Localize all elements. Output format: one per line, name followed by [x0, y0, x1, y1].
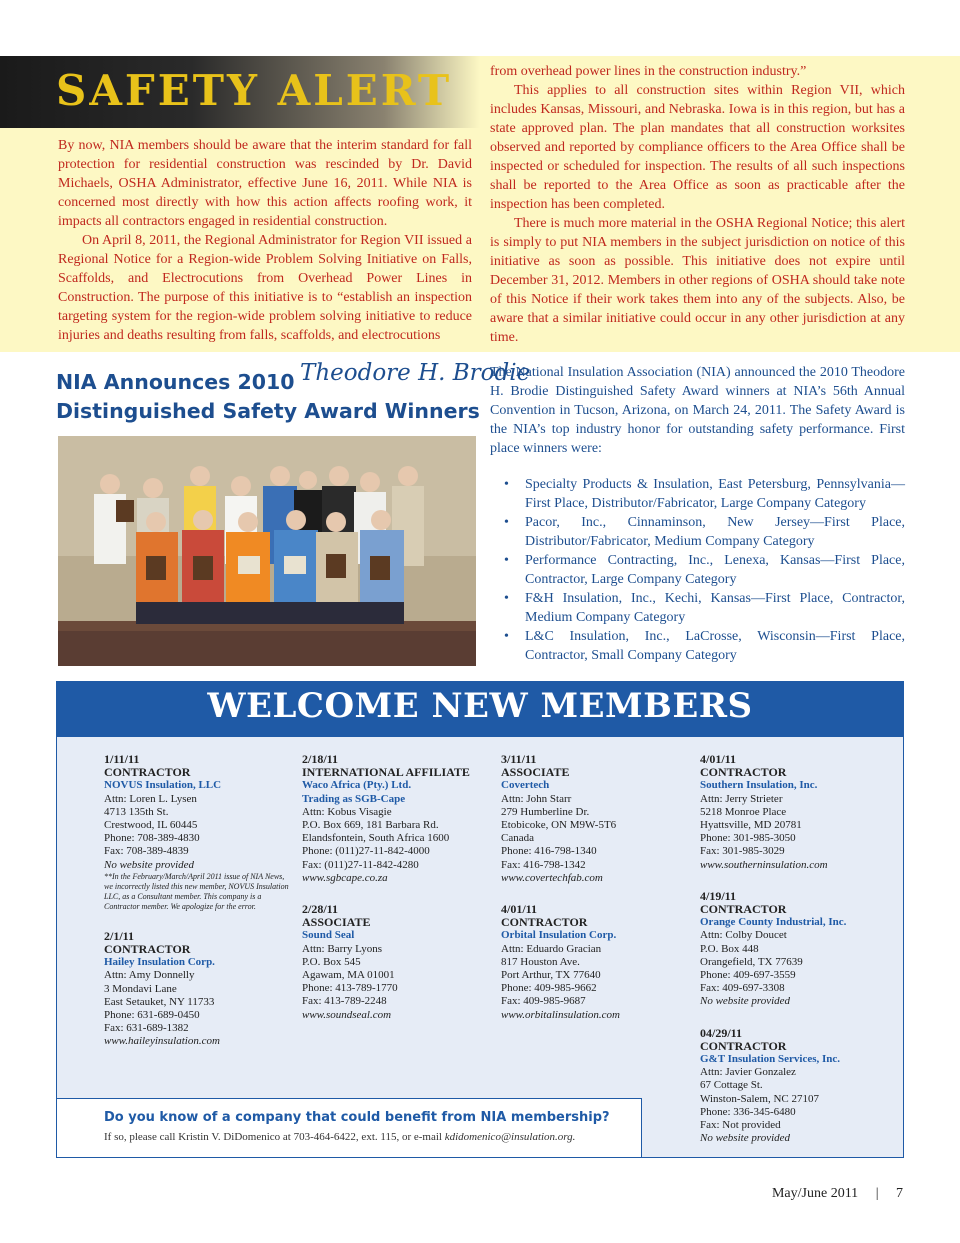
safety-alert-title: SAFETY ALERT: [56, 66, 453, 115]
member-detail: Fax: 301-985-3029: [700, 845, 785, 858]
list-item: [490, 475, 905, 513]
members-column-1: [104, 753, 294, 1067]
member-entry: [302, 753, 492, 885]
member-detail: 4713 135th St.: [104, 805, 169, 818]
member-detail: Fax: 708-389-4839: [104, 845, 189, 858]
member-category: CONTRACTOR: [700, 902, 787, 917]
member-detail: Crestwood, IL 60445: [104, 819, 198, 832]
member-detail: Attn: Javier Gonzalez: [700, 1066, 796, 1079]
member-detail: Attn: Kobus Visagie: [302, 805, 392, 818]
members-column-3: [501, 753, 691, 1040]
footer-separator: |: [875, 1186, 879, 1201]
referral-question: Do you know of a company that could benefit from NIA membership?: [104, 1110, 610, 1125]
member-company: Orbital Insulation Corp.: [501, 929, 617, 942]
bullet-icon: •: [504, 515, 509, 530]
member-detail: Attn: Colby Doucet: [700, 929, 787, 942]
member-date: 4/01/11: [700, 752, 737, 766]
alert-paragraph: On April 8, 2011, the Regional Administrator for Region VII issued a Regional Notice for a Region-wide Problem Solving Initiative on Falls, Scaffolds, and Electrocutions from Overhead Power Lines in Construction. The purpose of this initiative is to “establish an inspection targeting system for the region-wide problem solving initiative to reduce injuries and deaths resulting from falls, scaffolds, and electrocutions: [58, 233, 472, 343]
referral-callout-box: [56, 1098, 642, 1158]
award-heading-line1: NIA Announces 2010: [56, 370, 295, 394]
referral-email-link[interactable]: kdidomenico@insulation.org.: [444, 1131, 576, 1143]
group-photo-illustration: [58, 436, 476, 666]
member-company: Hailey Insulation Corp.: [104, 956, 215, 969]
member-detail: 279 Humberline Dr.: [501, 805, 590, 818]
member-entry: [700, 1027, 890, 1146]
member-detail: P.O. Box 669, 181 Barbara Rd.: [302, 819, 439, 832]
alert-paragraph: By now, NIA members should be aware that the interim standard for fall protection for residential construction was rescinded by Dr. David Michaels, OSHA Administrator, effective June 16, 2011. While NIA is concerned most directly with how this action affects roofing work, it impacts all contractors engaged in residential construction.: [58, 138, 472, 229]
member-detail: Fax: 631-689-1382: [104, 1022, 189, 1035]
bullet-icon: •: [504, 553, 509, 568]
winner-text: Pacor, Inc., Cinnaminson, New Jersey—First Place, Distributor/Fabricator, Medium Company Category: [525, 515, 905, 549]
member-detail: Phone: 409-697-3559: [700, 969, 796, 982]
referral-instructions: If so, please call Kristin V. DiDomenico at 703-464-6422, ext. 115, or e-mail: [104, 1131, 445, 1143]
member-detail: Attn: Amy Donnelly: [104, 969, 195, 982]
member-entry: [104, 753, 294, 912]
members-column-4: [700, 753, 890, 1163]
member-entry: [302, 903, 492, 1022]
member-detail: 5218 Monroe Place: [700, 805, 787, 818]
list-item: [490, 513, 905, 551]
bullet-icon: •: [504, 477, 509, 492]
page-footer: [772, 1186, 903, 1202]
brodie-signature: Theodore H. Brodie: [300, 360, 531, 386]
member-category: CONTRACTOR: [104, 942, 191, 957]
alert-paragraph: from overhead power lines in the construction industry.”: [490, 64, 807, 79]
member-detail: 817 Houston Ave.: [501, 955, 580, 968]
member-detail: Fax: 409-697-3308: [700, 982, 785, 995]
member-date: 2/28/11: [302, 902, 339, 917]
member-date: 1/11/11: [104, 752, 140, 766]
member-category: CONTRACTOR: [700, 1038, 787, 1053]
member-detail: P.O. Box 448: [700, 942, 759, 955]
member-detail: Hyattsville, MD 20781: [700, 819, 802, 832]
member-detail: Phone: 413-789-1770: [302, 982, 398, 995]
page-number: 7: [896, 1186, 903, 1201]
bullet-icon: •: [504, 591, 509, 606]
member-company: G&T Insulation Services, Inc.: [700, 1053, 841, 1066]
bullet-icon: •: [504, 629, 509, 644]
winner-text: L&C Insulation, Inc., LaCrosse, Wisconsin—First Place, Contractor, Small Company Category: [525, 629, 905, 663]
member-entry: [700, 890, 890, 1009]
member-detail: Phone: 301-985-3050: [700, 832, 796, 845]
award-winners-photo: [58, 436, 476, 666]
member-company: Orange County Industrial, Inc.: [700, 916, 847, 929]
member-date: 4/19/11: [700, 888, 737, 903]
member-date: 04/29/11: [700, 1025, 743, 1040]
member-entry: [700, 753, 890, 872]
member-category: ASSOCIATE: [501, 765, 570, 780]
member-company-trading-as: Trading as SGB-Cape: [302, 792, 406, 805]
member-date: 2/1/11: [104, 928, 135, 943]
member-detail: Winston-Salem, NC 27107: [700, 1092, 820, 1105]
member-website: www.sgbcape.co.za: [302, 871, 388, 884]
member-entry: [501, 903, 691, 1022]
member-date: 2/18/11: [302, 752, 339, 766]
member-detail: Agawam, MA 01001: [302, 969, 395, 982]
alert-paragraph: This applies to all construction sites within Region VII, which includes Kansas, Missouri, and Nebraska. Iowa is in this region, but has a state approved plan. The plan mandates that all construction worksites observed and reported by compliance officers to the Area Office shall be inspected or scheduled for inspection. The results of all such inspections shall be reported to the Area Office as soon as practicable after the inspection has been completed.: [490, 83, 905, 212]
member-detail: Fax: 416-798-1342: [501, 858, 586, 871]
member-detail: Etobicoke, ON M9W-5T6: [501, 819, 617, 832]
referral-text: [104, 1131, 575, 1143]
members-column-2: [302, 753, 492, 1040]
member-company: Sound Seal: [302, 929, 355, 942]
award-winners-list: [490, 475, 905, 665]
member-detail: Fax: 413-789-2248: [302, 995, 387, 1008]
list-item: [490, 627, 905, 665]
member-detail: East Setauket, NY 11733: [104, 995, 215, 1008]
member-detail: 67 Cottage St.: [700, 1079, 763, 1092]
member-category: ASSOCIATE: [302, 915, 371, 930]
member-detail: Phone: 336-345-6480: [700, 1105, 796, 1118]
award-heading-line2: Distinguished Safety Award Winners: [56, 399, 480, 423]
member-website: www.soundseal.com: [302, 1008, 392, 1021]
list-item: [490, 589, 905, 627]
winner-text: F&H Insulation, Inc., Kechi, Kansas—First Place, Contractor, Medium Company Category: [525, 591, 905, 625]
member-website: No website provided: [700, 1132, 791, 1145]
member-detail: Phone: 708-389-4830: [104, 832, 200, 845]
member-company: Covertech: [501, 779, 550, 792]
member-detail: Phone: 409-985-9662: [501, 982, 597, 995]
member-detail: Port Arthur, TX 77640: [501, 969, 601, 982]
alert-paragraph: There is much more material in the OSHA Regional Notice; this alert is simply to put NIA members in the subject jurisdiction on notice of this initiative as soon as possible. This initiative does not expire until December 31, 2012. Members in other regions of OSHA should take note of this Notice if their work takes them into any of the subjects. Also, be aware that a similar initiative could occur in any other jurisdiction at any time.: [490, 216, 905, 345]
member-date: 3/11/11: [501, 752, 537, 766]
member-website: www.southerninsulation.com: [700, 858, 828, 871]
member-detail: Attn: Jerry Strieter: [700, 792, 783, 805]
winner-text: Specialty Products & Insulation, East Petersburg, Pennsylvania—First Place, Distributor/Fabricator, Large Company Category: [525, 477, 905, 511]
winner-text: Performance Contracting, Inc., Lenexa, Kansas—First Place, Contractor, Large Company Category: [525, 553, 905, 587]
welcome-members-title: WELCOME NEW MEMBERS: [207, 686, 753, 726]
member-detail: 3 Mondavi Lane: [104, 982, 177, 995]
member-entry: [501, 753, 691, 885]
member-detail: Phone: 631-689-0450: [104, 1009, 200, 1022]
member-company: Southern Insulation, Inc.: [700, 779, 818, 792]
correction-note: **In the February/March/April 2011 issue of NIA News, we incorrectly listed this new member, NOVUS Insulation LLC, as a Consultant member. This company is a Contractor member. We apologize for the error.: [104, 871, 289, 911]
member-website: www.orbitalinsulation.com: [501, 1008, 620, 1021]
safety-alert-right-column: [490, 62, 905, 347]
member-detail: Attn: Loren L. Lysen: [104, 792, 197, 805]
member-detail: Phone: (011)27-11-842-4000: [302, 845, 430, 858]
member-category: INTERNATIONAL AFFILIATE: [302, 765, 470, 780]
member-category: CONTRACTOR: [104, 765, 191, 780]
member-company: Waco Africa (Pty.) Ltd.: [302, 779, 412, 792]
member-category: CONTRACTOR: [700, 765, 787, 780]
member-detail: Phone: 416-798-1340: [501, 845, 597, 858]
member-website: No website provided: [104, 858, 195, 871]
member-entry: [104, 930, 294, 1049]
issue-date: May/June 2011: [771, 1186, 859, 1201]
list-item: [490, 551, 905, 589]
member-detail: P.O. Box 545: [302, 955, 361, 968]
member-detail: Orangefield, TX 77639: [700, 955, 803, 968]
member-detail: Elandsfontein, South Africa 1600: [302, 832, 450, 845]
member-detail: Attn: John Starr: [501, 792, 572, 805]
member-detail: Fax: 409-985-9687: [501, 995, 586, 1008]
safety-alert-left-column: [58, 136, 472, 345]
member-detail: Fax: Not provided: [700, 1119, 781, 1132]
member-website: www.haileyinsulation.com: [104, 1035, 220, 1048]
member-category: CONTRACTOR: [501, 915, 588, 930]
member-company: NOVUS Insulation, LLC: [104, 779, 222, 792]
award-intro-text: The National Insulation Association (NIA) announced the 2010 Theodore H. Brodie Distinguished Safety Award winners at NIA’s 56th Annual Convention in Tucson, Arizona, on March 24, 2011. The Safety Award is the NIA’s top industry honor for outstanding safety performance. First place winners were:: [490, 365, 905, 456]
member-website: No website provided: [700, 995, 791, 1008]
member-detail: Fax: (011)27-11-842-4280: [302, 858, 419, 871]
member-website: www.covertechfab.com: [501, 871, 603, 884]
member-detail: Canada: [501, 832, 534, 845]
member-detail: Attn: Eduardo Gracian: [501, 942, 602, 955]
member-detail: Attn: Barry Lyons: [302, 942, 383, 955]
member-date: 4/01/11: [501, 902, 538, 917]
